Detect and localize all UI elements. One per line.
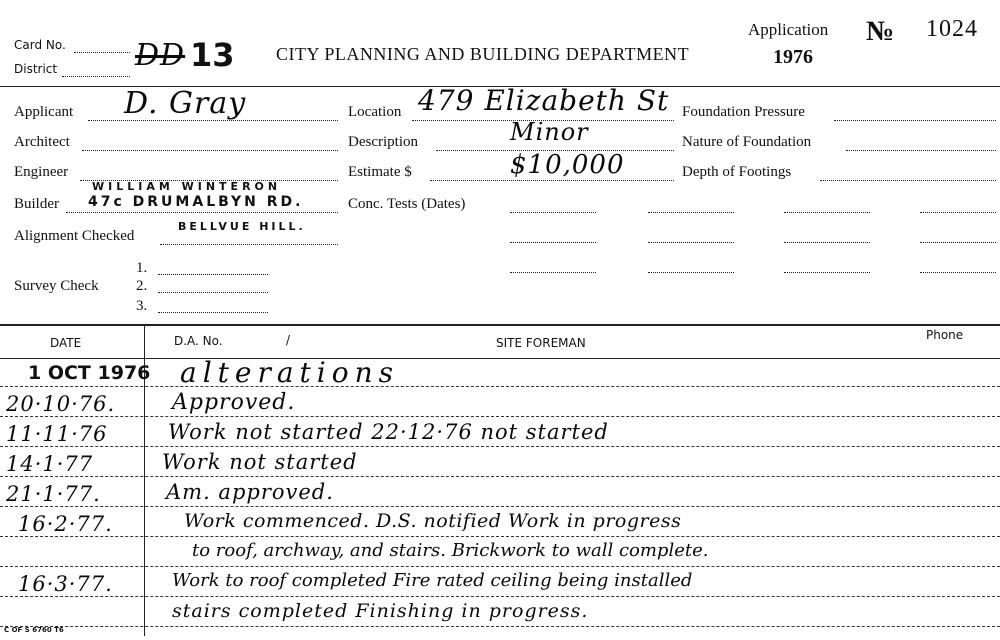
log-date: 21·1·77. bbox=[6, 482, 101, 506]
survey-label: Survey Check bbox=[14, 278, 99, 294]
district-label: District bbox=[14, 62, 58, 76]
row-rule-6 bbox=[0, 536, 1000, 537]
card-no-label: Card No. bbox=[14, 38, 66, 52]
alignment-line bbox=[160, 244, 338, 245]
log-entry: Am. approved. bbox=[166, 480, 334, 504]
form-code: C OF S 6760 T6 bbox=[4, 626, 64, 634]
location-value: 479 Elizabeth St bbox=[418, 84, 670, 117]
conc-line-a3 bbox=[510, 272, 596, 273]
log-date: 1 OCT 1976 bbox=[28, 362, 151, 384]
architect-label: Architect bbox=[14, 134, 70, 150]
location-label: Location bbox=[348, 104, 402, 120]
engineer-label: Engineer bbox=[14, 164, 69, 180]
estimate-label: Estimate $ bbox=[348, 164, 412, 180]
log-entry: to roof, archway, and stairs. Brickwork to wall complete. bbox=[192, 540, 709, 561]
survey-3-label: 3. bbox=[136, 298, 148, 314]
description-label: Description bbox=[348, 134, 418, 150]
nature-label: Nature of Foundation bbox=[682, 134, 812, 150]
log-date: 14·1·77 bbox=[6, 452, 94, 476]
log-top-rule bbox=[0, 324, 1000, 326]
log-entry: Work to roof completed Fire rated ceiling being installed bbox=[172, 570, 693, 591]
nature-line bbox=[846, 150, 996, 151]
log-entry: Work commenced. D.S. notified Work in progress bbox=[184, 510, 682, 532]
survey-2-label: 2. bbox=[136, 278, 148, 294]
conc-line-b2 bbox=[648, 242, 734, 243]
survey-1-line bbox=[158, 274, 268, 275]
district-line bbox=[62, 76, 130, 77]
conc-line-b1 bbox=[648, 212, 734, 213]
log-entry: stairs completed Finishing in progress. bbox=[172, 600, 589, 622]
phone-header: Phone bbox=[926, 328, 964, 342]
log-date: 20·10·76. bbox=[6, 392, 116, 416]
conc-tests-label: Conc. Tests (Dates) bbox=[348, 196, 466, 212]
number-symbol: № bbox=[866, 16, 895, 47]
depth-label: Depth of Footings bbox=[682, 164, 792, 180]
row-rule-9 bbox=[0, 626, 1000, 627]
applicant-label: Applicant bbox=[14, 104, 74, 120]
log-header-rule bbox=[0, 358, 1000, 359]
architect-line bbox=[82, 150, 338, 151]
conc-line-c2 bbox=[784, 242, 870, 243]
row-rule-1 bbox=[0, 386, 1000, 387]
da-slash: / bbox=[286, 333, 291, 347]
description-value: Minor bbox=[510, 118, 589, 146]
builder-line bbox=[66, 212, 338, 213]
conc-line-a1 bbox=[510, 212, 596, 213]
survey-3-line bbox=[158, 312, 268, 313]
card-no-value: 13 bbox=[190, 36, 235, 74]
row-rule-2 bbox=[0, 416, 1000, 417]
application-number: 1024 bbox=[926, 16, 978, 42]
estimate-line bbox=[430, 180, 674, 181]
log-entry: alterations bbox=[180, 356, 400, 389]
foundation-pressure-line bbox=[834, 120, 996, 121]
date-header: DATE bbox=[50, 336, 82, 350]
builder-name: WILLIAM WINTERON bbox=[92, 180, 282, 193]
builder-address: 47c DRUMALBYN RD. bbox=[88, 194, 304, 210]
survey-2-line bbox=[158, 292, 268, 293]
log-entry: Work not started 22·12·76 not started bbox=[168, 420, 609, 444]
row-rule-4 bbox=[0, 476, 1000, 477]
foreman-header: SITE FOREMAN bbox=[496, 336, 586, 350]
conc-line-d2 bbox=[920, 242, 996, 243]
conc-line-b3 bbox=[648, 272, 734, 273]
log-date: 16·3·77. bbox=[18, 572, 113, 596]
alignment-label: Alignment Checked bbox=[14, 228, 135, 244]
foundation-pressure-label: Foundation Pressure bbox=[682, 104, 805, 120]
conc-line-d1 bbox=[920, 212, 996, 213]
log-entry: Work not started bbox=[162, 450, 358, 474]
estimate-value: $10,000 bbox=[510, 150, 625, 180]
survey-1-label: 1. bbox=[136, 260, 148, 276]
application-label: Application bbox=[748, 20, 829, 39]
conc-line-c1 bbox=[784, 212, 870, 213]
card-no-struck-value: DD bbox=[135, 38, 186, 73]
application-year: 1976 bbox=[773, 46, 813, 68]
department-title: CITY PLANNING AND BUILDING DEPARTMENT bbox=[276, 44, 690, 64]
builder-suburb: BELLVUE HILL. bbox=[178, 220, 306, 233]
log-date: 11·11·76 bbox=[6, 422, 108, 446]
conc-line-a2 bbox=[510, 242, 596, 243]
da-header: D.A. No. bbox=[174, 334, 223, 348]
log-date: 16·2·77. bbox=[18, 512, 113, 536]
conc-line-c3 bbox=[784, 272, 870, 273]
row-rule-7 bbox=[0, 566, 1000, 567]
builder-label: Builder bbox=[14, 196, 59, 212]
row-rule-8 bbox=[0, 596, 1000, 597]
depth-line bbox=[820, 180, 996, 181]
conc-line-d3 bbox=[920, 272, 996, 273]
card-no-line bbox=[74, 52, 130, 53]
log-entry: Approved. bbox=[172, 390, 296, 415]
applicant-value: D. Gray bbox=[124, 86, 247, 121]
row-rule-5 bbox=[0, 506, 1000, 507]
row-rule-3 bbox=[0, 446, 1000, 447]
